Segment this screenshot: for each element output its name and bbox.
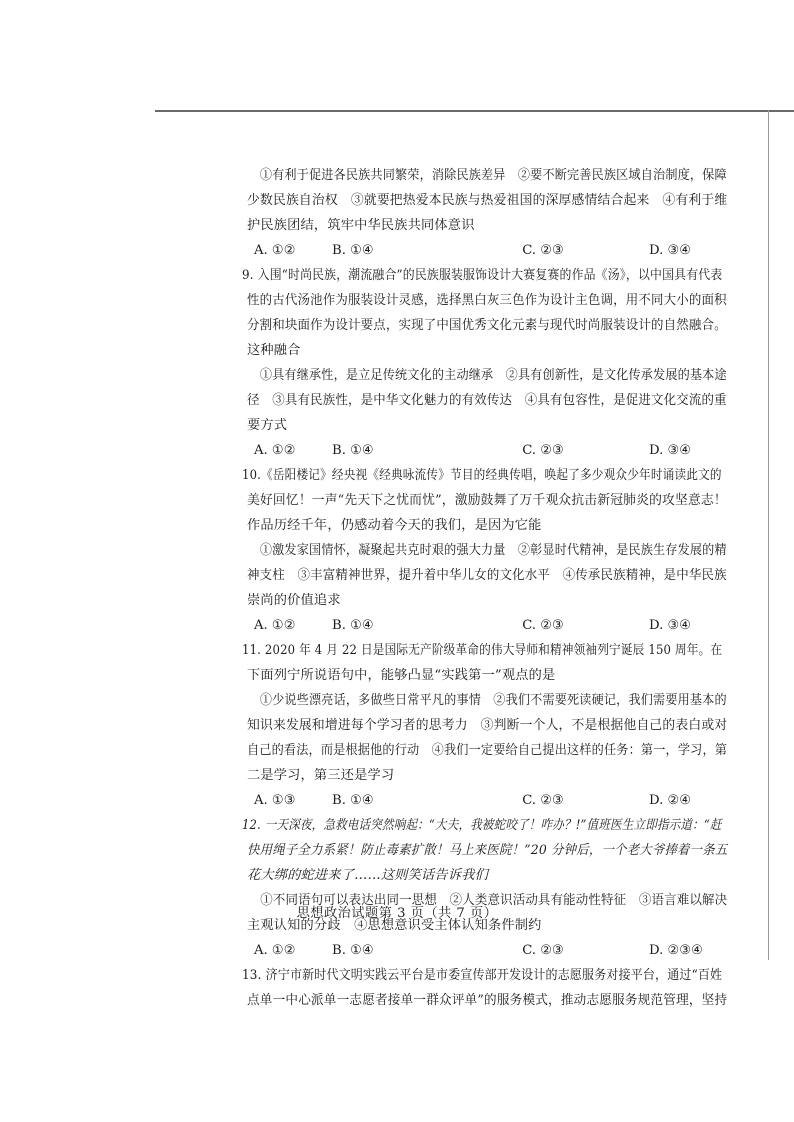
q8-choice-b[interactable]: B. ①④ xyxy=(332,243,374,258)
q10-choice-b[interactable]: B. ①④ xyxy=(332,618,374,633)
q11-choice-a[interactable]: A. ①③ xyxy=(254,793,296,808)
q10-choice-d[interactable]: D. ③④ xyxy=(648,618,692,633)
q12-choice-c[interactable]: C. ②③ xyxy=(522,943,564,958)
q9-stem-line-3: 分割和块面作为设计要点，实现了中国优秀文化元素与现代时尚服装设计的自然融合。 xyxy=(247,318,727,333)
q10-options-line-2: 神支柱 ③丰富精神世界，提升着中华儿女的文化水平 ④传承民族精神，是中华民族 xyxy=(247,568,727,583)
q9-choice-b[interactable]: B. ①④ xyxy=(332,443,374,458)
q8-choice-a[interactable]: A. ①② xyxy=(254,243,296,258)
q12-options-line-1: ①不同语句可以表达出同一思想 ②人类意识活动具有能动性特征 ③语言难以解决 xyxy=(260,893,728,908)
exam-page-content xyxy=(242,168,728,1018)
q8-choice-d[interactable]: D. ③④ xyxy=(648,243,692,258)
q9-choice-c[interactable]: C. ②③ xyxy=(522,443,564,458)
top-border-line xyxy=(155,110,794,112)
q8-answer-choices xyxy=(247,243,727,268)
q12-choice-a[interactable]: A. ①② xyxy=(254,943,296,958)
q8-options-line-3: 护民族团结，筑牢中华民族共同体意识 xyxy=(247,218,475,233)
right-border-line xyxy=(768,110,769,960)
q11-options-line-3: 自己的看法，而是根据他的行动 ④我们一定要给自己提出这样的任务：第一，学习，第 xyxy=(247,743,728,758)
q12-choice-d[interactable]: D. ②③④ xyxy=(648,943,703,958)
q9-answer-choices xyxy=(247,443,727,468)
q8-options-line-1: ①有利于促进各民族共同繁荣，消除民族差异 ②要不断完善民族区域自治制度，保障 xyxy=(259,168,727,183)
q10-stem-line-3: 作品历经千年，仍感动着今天的我们，是因为它能 xyxy=(247,518,542,533)
q13-stem-line-2: 点单一中心派单一志愿者接单一群众评单”的服务模式，推动志愿服务规范管理，坚持 xyxy=(247,993,728,1008)
q10-answer-choices xyxy=(247,618,727,643)
q11-stem-line-1: 11. 2020 年 4 月 22 日是国际无产阶级革命的伟大导师和精神领袖列宁诞辰 150 周年。在 xyxy=(242,643,723,658)
q9-stem-line-2: 性的古代汤池作为服装设计灵感，选择黑白灰三色作为设计主色调，用不同大小的面积 xyxy=(247,293,727,308)
q9-choice-a[interactable]: A. ①② xyxy=(254,443,296,458)
q10-choice-c[interactable]: C. ②③ xyxy=(522,618,564,633)
q10-stem-line-2: 美好回忆！一声“先天下之忧而忧”，激励鼓舞了万千观众抗击新冠肺炎的攻坚意志！ xyxy=(247,493,727,508)
question-10 xyxy=(242,468,727,643)
question-11 xyxy=(242,643,728,818)
q11-choice-b[interactable]: B. ①④ xyxy=(332,793,374,808)
page-footer: 思想政治试题第 3 页（共 7 页） xyxy=(296,906,498,921)
q12-answer-choices xyxy=(247,943,727,968)
q10-stem-line-1: 10.《岳阳楼记》经央视《经典咏流传》节目的经典传唱，唤起了多少观众少年时诵读此文的 xyxy=(242,468,722,483)
q8-choice-c[interactable]: C. ②③ xyxy=(522,243,564,258)
q12-stem-line-1: 12. 一天深夜，急救电话突然响起：“大夫，我被蛇咬了！咋办？!”值班医生立即指示道：“赶 xyxy=(242,818,722,833)
q11-answer-choices xyxy=(247,793,727,818)
question-12 xyxy=(242,818,728,968)
q12-stem-line-3: 花大绑的蛇进来了……这则笑话告诉我们 xyxy=(247,868,488,883)
q12-choice-b[interactable]: B. ①④ xyxy=(332,943,374,958)
question-8 xyxy=(247,168,727,268)
q9-options-line-1: ①具有继承性，是立足传统文化的主动继承 ②具有创新性，是文化传承发展的基本途 xyxy=(259,368,727,383)
q11-choice-d[interactable]: D. ②④ xyxy=(648,793,692,808)
q11-options-line-2: 知识来发展和增进每个学习者的思考力 ③判断一个人，不是根据他自己的表白或对 xyxy=(247,718,728,733)
question-9 xyxy=(242,268,727,468)
q11-stem-line-2: 下面列宁所说语句中，能够凸显“实践第一”观点的是 xyxy=(247,668,556,683)
q9-stem-line-1: 9. 入围“时尚民族，潮流融合”的民族服装服饰设计大赛复赛的作品《汤》，以中国具有代表 xyxy=(242,268,723,283)
q8-options-line-2: 少数民族自治权 ③就要把热爱本民族与热爱祖国的深厚感情结合起来 ④有利于维 xyxy=(247,193,728,208)
q12-stem-line-2: 快用绳子全力系紧！防止毒素扩散！马上来医院！”20 分钟后，一个老大爷捧着一条五 xyxy=(247,843,728,858)
q10-options-line-3: 崇尚的价值追求 xyxy=(247,593,341,608)
q9-options-line-3: 要方式 xyxy=(247,418,288,433)
q9-stem-line-4: 这种融合 xyxy=(247,343,301,358)
q9-choice-d[interactable]: D. ③④ xyxy=(648,443,692,458)
q11-choice-c[interactable]: C. ②③ xyxy=(522,793,564,808)
q12-options-line-2: 主观认知的分歧 ④思想意识受主体认知条件制约 xyxy=(247,918,542,933)
q10-options-line-1: ①激发家国情怀，凝聚起共克时艰的强大力量 ②彰显时代精神，是民族生存发展的精 xyxy=(259,543,727,558)
question-13 xyxy=(242,968,728,1018)
q13-stem-line-1: 13. 济宁市新时代文明实践云平台是市委宣传部开发设计的志愿服务对接平台，通过“百姓 xyxy=(242,968,723,983)
q11-options-line-4: 二是学习，第三还是学习 xyxy=(247,768,395,783)
q11-options-line-1: ①少说些漂亮话，多做些日常平凡的事情 ②我们不需要死读硬记，我们需要用基本的 xyxy=(259,693,727,708)
q9-options-line-2: 径 ③具有民族性，是中华文化魅力的有效传达 ④具有包容性，是促进文化交流的重 xyxy=(247,393,727,408)
q10-choice-a[interactable]: A. ①② xyxy=(254,618,296,633)
